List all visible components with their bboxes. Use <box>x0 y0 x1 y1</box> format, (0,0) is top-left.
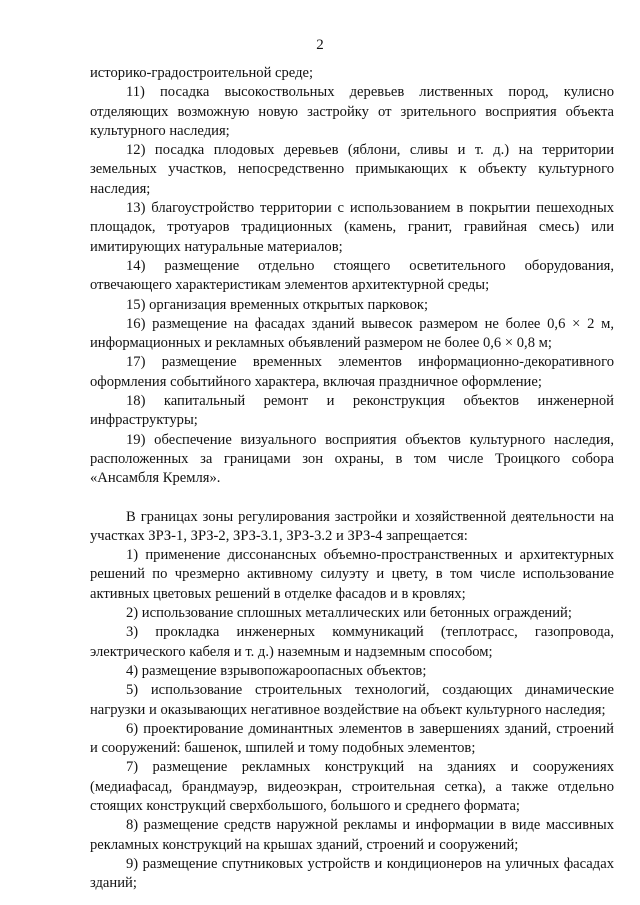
paragraph-gap <box>90 489 614 508</box>
list-item: 7) размещение рекламных конструкций на зданиях и сооружениях (медиафасад, брандмауэр, видеоэкран, строительная сетка), а также отдельно стоящих конструкций сверхбольшого, большого и среднего формата; <box>90 759 614 814</box>
list-item: 8) размещение средств наружной рекламы и информации в виде массивных рекламных конструкций на крышах зданий, строений и сооружений; <box>90 817 614 853</box>
list-item: 9) размещение спутниковых устройств и кондиционеров на уличных фасадах зданий; <box>90 855 614 892</box>
list-item: 14) размещение отдельно стоящего осветительного оборудования, отвечающего характеристикам элементов архитектурной среды; <box>90 257 614 294</box>
list-item: 4) размещение взрывопожароопасных объектов; <box>126 662 427 679</box>
paragraph-continuation: историко-градостроительной среде; <box>90 65 314 81</box>
permitted-items-list <box>90 83 614 488</box>
list-item: 5) использование строительных технологий, создающих динамические нагрузки и оказывающих негативное воздействие на объект культурного наследия; <box>90 682 614 718</box>
list-item: 11) посадка высокоствольных деревьев лиственных пород, кулисно отделяющих возможную новую застройку от зрительного восприятия объекта культурного наследия; <box>90 84 614 139</box>
list-item: 19) обеспечение визуального восприятия объектов культурного наследия, расположенных за границами зон охраны, в том числе Троицкого собора «Ансамбля Кремля». <box>90 431 614 487</box>
page-number: 2 <box>316 37 324 53</box>
list-item: 17) размещение временных элементов информационно-декоративного оформления событийного характера, включая праздничное оформление; <box>90 354 614 390</box>
list-item: 16) размещение на фасадах зданий вывесок размером не более 0,6 × 2 м, информационных и рекламных объявлений размером не более 0,6 × 0,8 м; <box>90 315 614 352</box>
list-item: 18) капитальный ремонт и реконструкция объектов инженерной инфраструктуры; <box>90 393 614 429</box>
list-item: 15) организация временных открытых парковок; <box>126 296 429 313</box>
list-item: 13) благоустройство территории с использованием в покрытии пешеходных площадок, тротуаров традиционных (камень, гранит, гравийная смесь) или имитирующих натуральные материалов; <box>90 200 614 255</box>
section-intro: В границах зоны регулирования застройки и хозяйственной деятельности на участках ЗРЗ-1, ЗРЗ-2, ЗРЗ-3.1, ЗРЗ-3.2 и ЗРЗ-4 запрещается: <box>90 508 614 544</box>
list-item: 3) прокладка инженерных коммуникаций (теплотрасс, газопровода, электрического кабеля и т. д.) наземным и надземным способом; <box>90 624 614 660</box>
list-item: 12) посадка плодовых деревьев (яблони, сливы и т. д.) на территории земельных участков, непосредственно примыкающих к объекту культурного наследия; <box>90 142 614 197</box>
list-item: 2) использование сплошных металлических или бетонных ограждений; <box>126 605 572 622</box>
prohibited-items-list <box>90 546 614 893</box>
list-item: 1) применение диссонансных объемно-пространственных и архитектурных решений по чрезмерно активному силуэту и цвету, в том числе использование активных цветовых решений в отделке фасадов и в кровлях; <box>90 547 614 602</box>
list-item: 6) проектирование доминантных элементов в завершениях зданий, строений и сооружений: башенок, шпилей и тому подобных элементов; <box>90 720 614 757</box>
document-body <box>90 64 614 893</box>
